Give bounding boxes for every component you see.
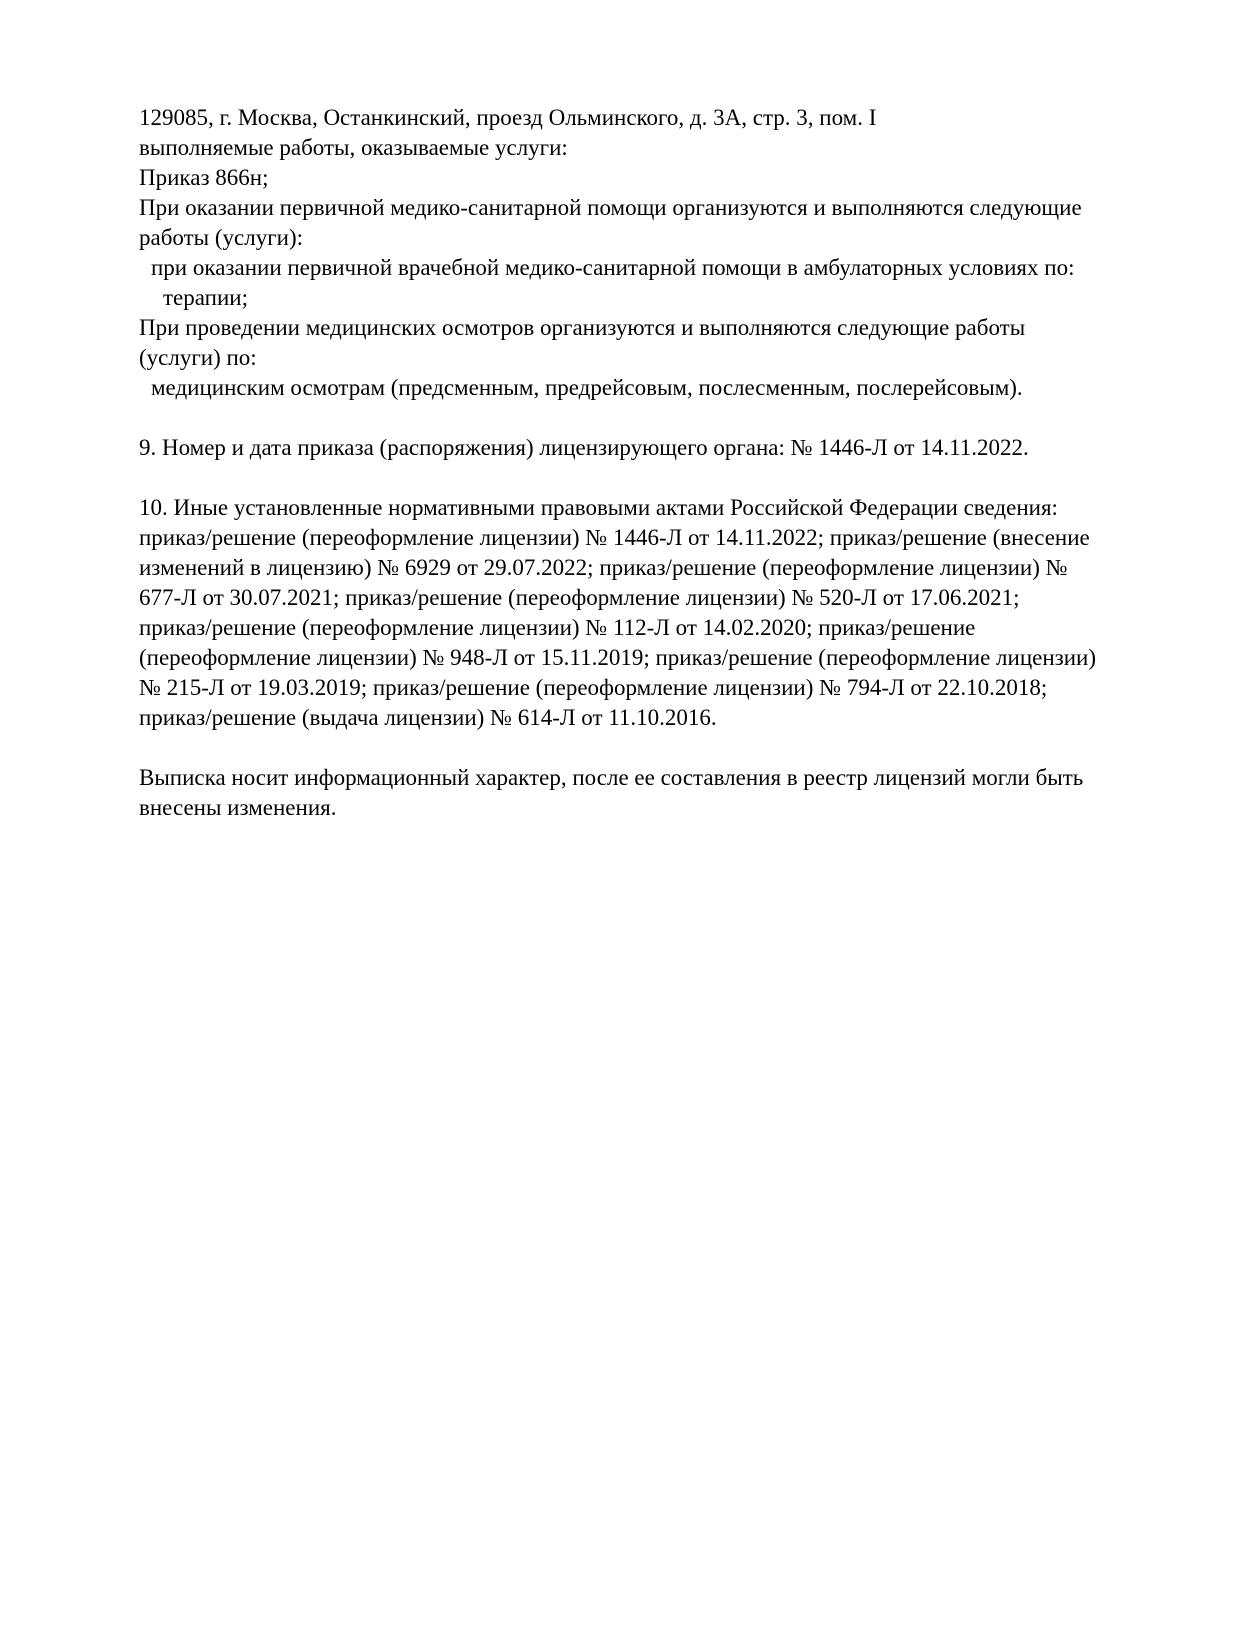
orders-history-line-7: приказ/решение (выдача лицензии) № 614-Л от 11.10.2016. xyxy=(139,705,717,730)
orders-history-line-4: приказ/решение (переоформление лицензии) № 112-Л от 14.02.2020; приказ/решение xyxy=(139,615,976,640)
medical-exams-line-2: (услуги) по: xyxy=(139,345,257,370)
disclaimer-line-1: Выписка носит информационный характер, после ее составления в реестр лицензий могли быть xyxy=(139,765,1084,790)
disclaimer-line-2: внесены изменения. xyxy=(139,795,337,820)
orders-history-line-2: изменений в лицензию) № 6929 от 29.07.2022; приказ/решение (переоформление лицензии) № xyxy=(139,555,1068,580)
order-866n-line: Приказ 866н; xyxy=(139,165,269,190)
medical-exams-line-1: При проведении медицинских осмотров организуются и выполняются следующие работы xyxy=(139,315,1026,340)
primary-care-line-2: работы (услуги): xyxy=(139,225,303,250)
primary-care-line-1: При оказании первичной медико-санитарной помощи организуются и выполняются следующие xyxy=(139,195,1082,220)
section-10-heading: 10. Иные установленные нормативными правовыми актами Российской Федерации сведения: xyxy=(139,495,1058,520)
outpatient-care-line: при оказании первичной врачебной медико-санитарной помощи в амбулаторных условиях по: xyxy=(151,255,1075,280)
address-line: 129085, г. Москва, Останкинский, проезд Ольминского, д. 3А, стр. 3, пом. I xyxy=(139,105,877,130)
orders-history-line-3: 677-Л от 30.07.2021; приказ/решение (переоформление лицензии) № 520-Л от 17.06.2021; xyxy=(139,585,1020,610)
orders-history-line-5: (переоформление лицензии) № 948-Л от 15.11.2019; приказ/решение (переоформление лицензии) xyxy=(139,645,1097,670)
orders-history-line-1: приказ/решение (переоформление лицензии) № 1446-Л от 14.11.2022; приказ/решение (внесение xyxy=(139,525,1090,550)
therapy-line: терапии; xyxy=(163,285,248,310)
section-9-line: 9. Номер и дата приказа (распоряжения) лицензирующего органа: № 1446-Л от 14.11.2022. xyxy=(139,435,1029,460)
orders-history-line-6: № 215-Л от 19.03.2019; приказ/решение (переоформление лицензии) № 794-Л от 22.10.2018; xyxy=(139,675,1048,700)
medical-exams-types-line: медицинским осмотрам (предсменным, предрейсовым, послесменным, послерейсовым). xyxy=(151,375,1023,400)
works-services-label: выполняемые работы, оказываемые услуги: xyxy=(139,135,568,160)
